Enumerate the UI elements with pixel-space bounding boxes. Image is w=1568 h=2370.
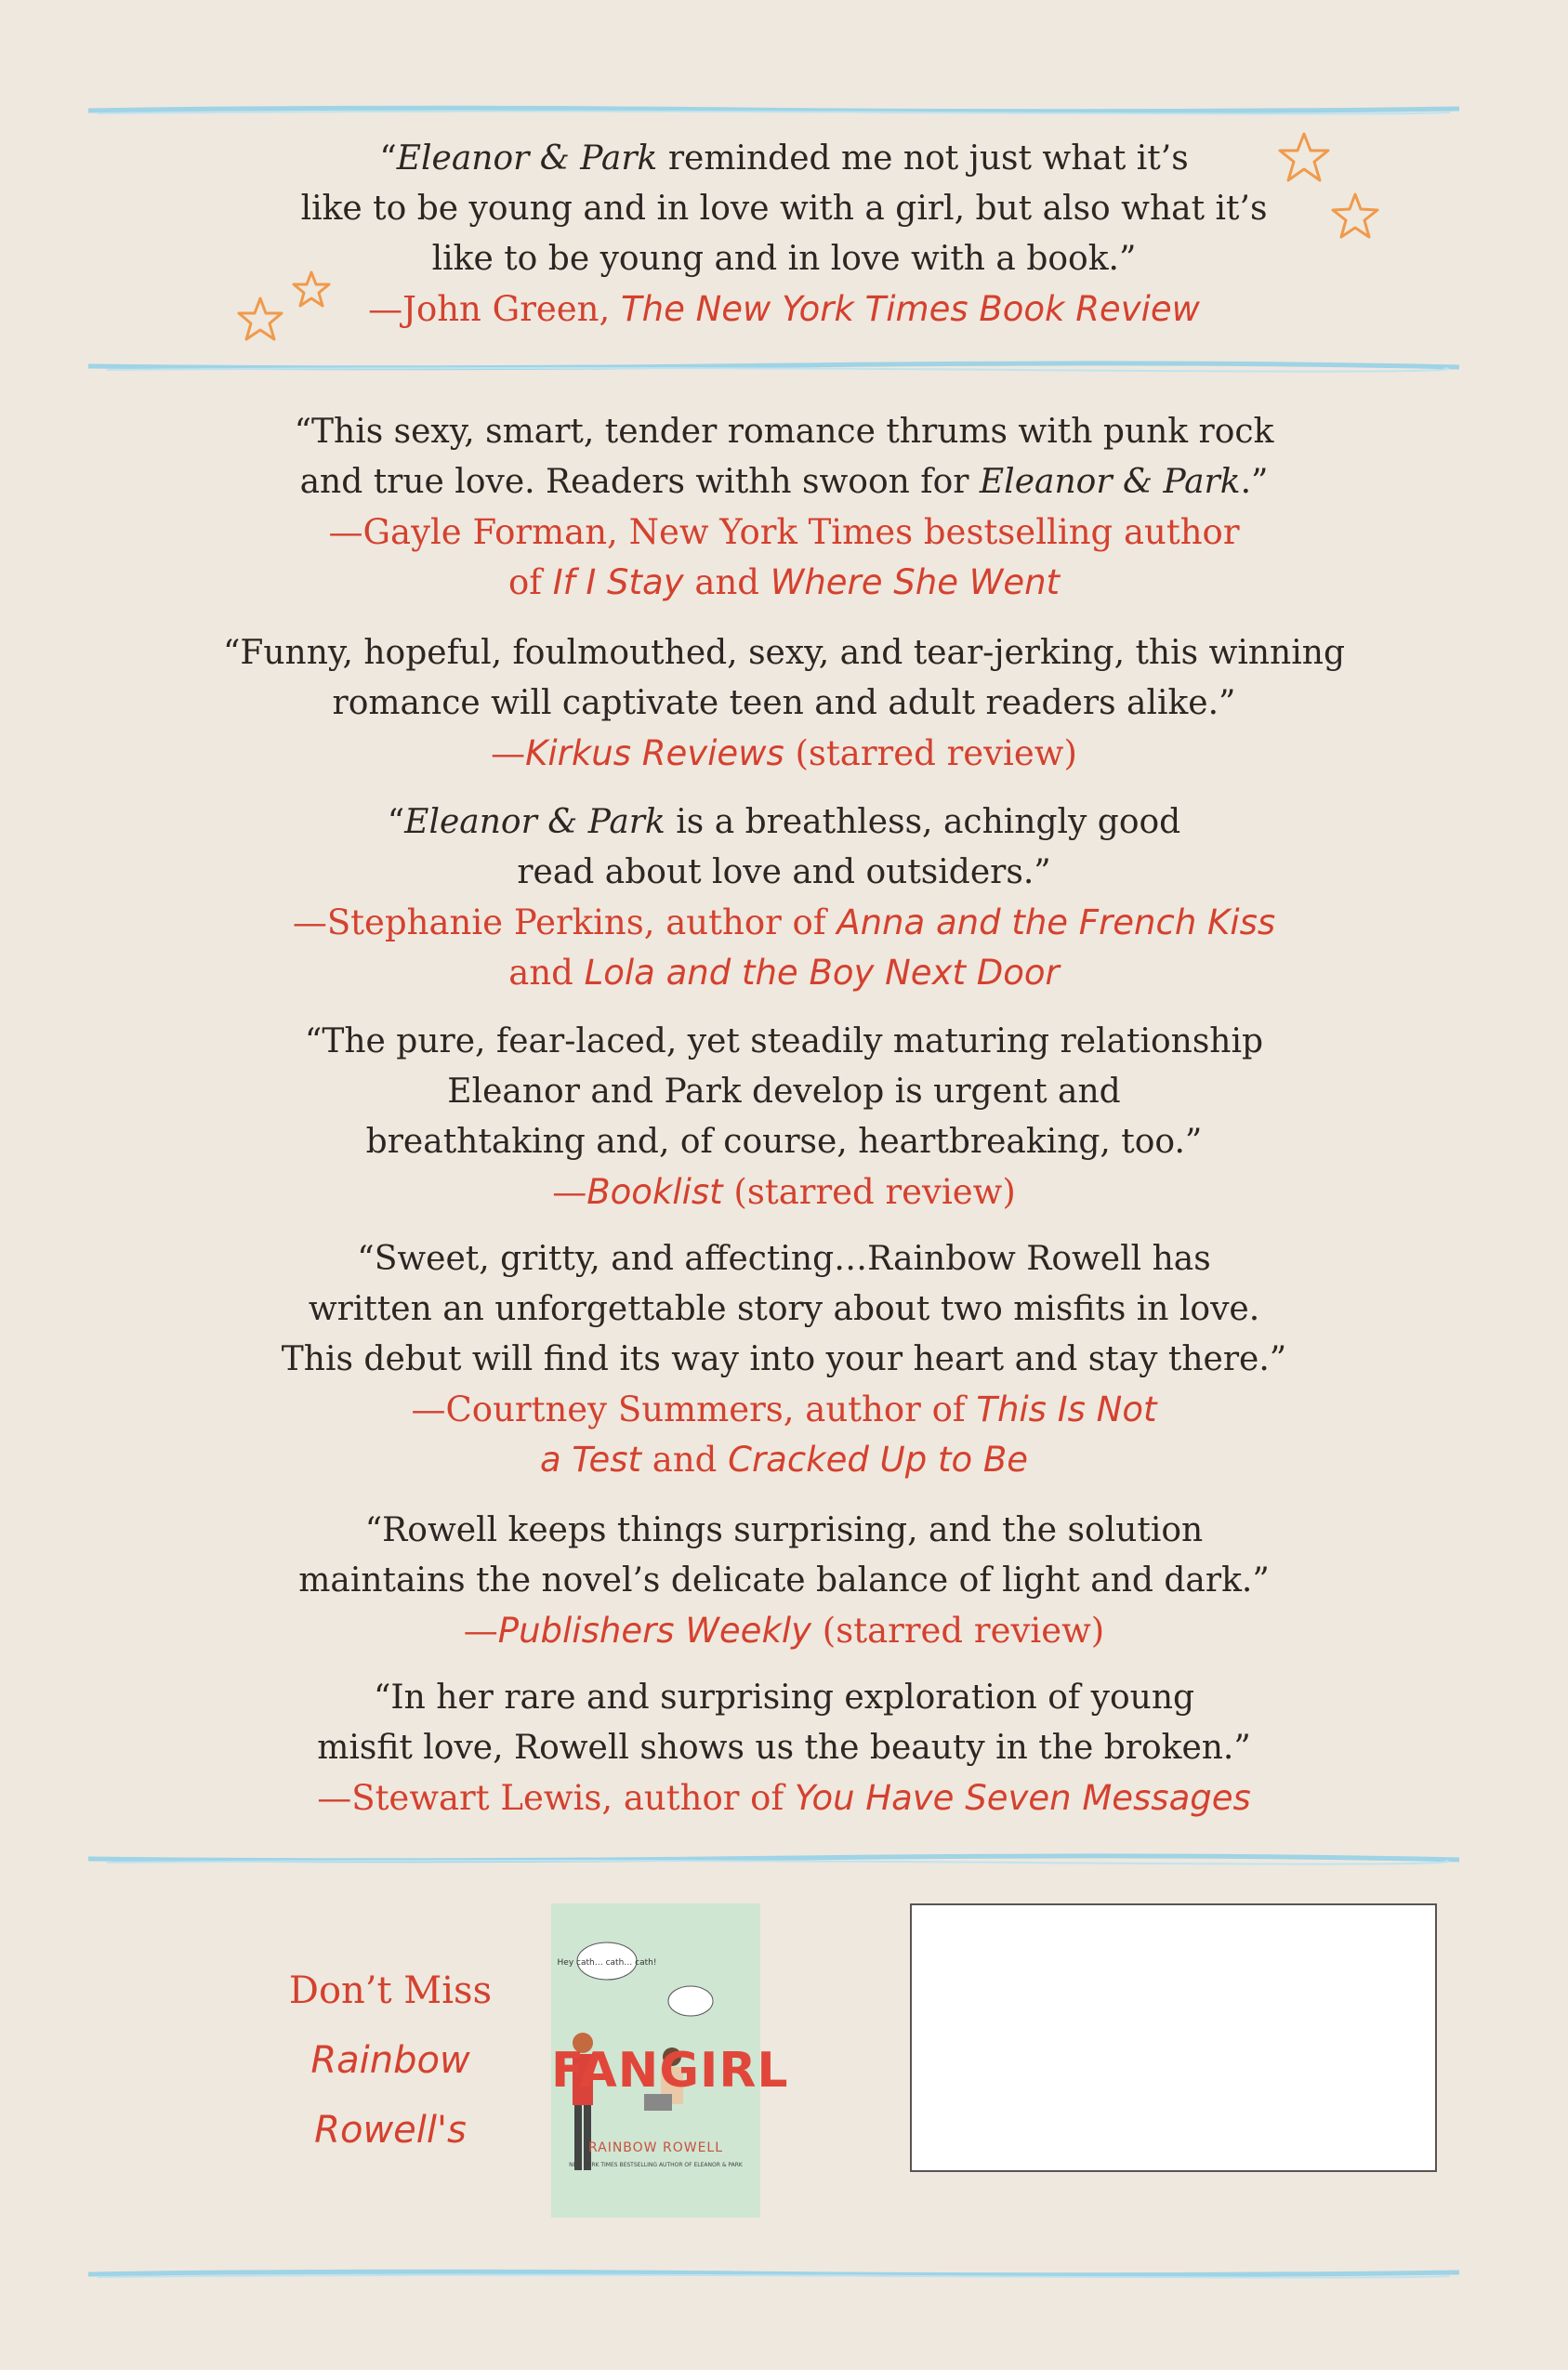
- quote-text: breathtaking and, of course, heartbreaking, too.”: [365, 1123, 1203, 1161]
- quote-attribution: —Booklist (starred review): [552, 1172, 1016, 1212]
- quote-text: read about love and outsiders.”: [517, 853, 1051, 891]
- blue-rule-top: [88, 104, 1459, 117]
- review-quote-3: [186, 797, 1382, 998]
- review-quote-5: [186, 1234, 1382, 1485]
- quote-attribution: —Gayle Forman, New York Times bestselling author: [328, 512, 1240, 552]
- quote-text: like to be young and in love with a book.”: [431, 240, 1137, 278]
- promo-line: Rowell's: [314, 2109, 467, 2152]
- quote-text: “Eleanor & Park is a breathless, achingly good: [387, 803, 1181, 841]
- featured-quote: [186, 134, 1382, 335]
- quote-text: “Eleanor & Park reminded me not just what it’s: [379, 139, 1189, 178]
- quote-text: “In her rare and surprising exploration of young: [373, 1679, 1195, 1717]
- quote-text: misfit love, Rowell shows us the beauty in the broken.”: [317, 1729, 1251, 1767]
- quote-text: “The pure, fear-laced, yet steadily maturing relationship: [304, 1022, 1264, 1060]
- quote-attribution: —Publishers Weekly (starred review): [463, 1611, 1105, 1651]
- quote-text: This debut will find its way into your heart and stay there.”: [281, 1340, 1287, 1378]
- fangirl-cover-image: [551, 1903, 789, 2218]
- review-quote-7: [186, 1673, 1382, 1824]
- quote-text: Eleanor and Park develop is urgent and: [447, 1073, 1121, 1111]
- review-quote-6: [186, 1506, 1382, 1656]
- cover-author: RAINBOW ROWELL: [587, 2140, 724, 2155]
- review-quote-1: [186, 407, 1382, 608]
- promo-text: [274, 1956, 507, 2166]
- quote-text: “Rowell keeps things surprising, and the solution: [364, 1511, 1204, 1549]
- quote-attribution: —Courtney Summers, author of This Is Not: [411, 1389, 1157, 1429]
- quote-attribution: —Kirkus Reviews (starred review): [491, 733, 1077, 773]
- quote-text: and true love. Readers withh swoon for Eleanor & Park.”: [299, 463, 1269, 501]
- review-quote-2: [186, 628, 1382, 779]
- blue-rule-2: [88, 361, 1459, 374]
- quote-text: “This sexy, smart, tender romance thrums with punk rock: [294, 413, 1274, 451]
- speech-bubble-text: Hey cath… cath… cath!: [557, 1958, 657, 1968]
- quote-attribution: —Stewart Lewis, author of You Have Seven Messages: [317, 1778, 1251, 1818]
- quote-text: maintains the novel’s delicate balance of light and dark.”: [298, 1561, 1270, 1600]
- quote-attribution: —Stephanie Perkins, author of Anna and the French Kiss: [292, 902, 1276, 942]
- quote-text: written an unforgettable story about two misfits in love.: [308, 1290, 1260, 1328]
- quote-text: “Funny, hopeful, foulmouthed, sexy, and tear-jerking, this winning: [222, 634, 1345, 672]
- quote-text: like to be young and in love with a girl, but also what it’s: [300, 190, 1268, 228]
- quote-attribution: of If I Stay and Where She Went: [507, 562, 1061, 602]
- blue-rule-3: [88, 1853, 1459, 1866]
- barcode-box: [910, 1903, 1437, 2172]
- blue-rule-bottom: [88, 2268, 1459, 2281]
- quote-attribution: and Lola and the Boy Next Door: [508, 953, 1060, 993]
- quote-text: romance will captivate teen and adult readers alike.”: [332, 684, 1236, 722]
- quote-attribution: —John Green, The New York Times Book Review: [368, 289, 1200, 329]
- quote-text: “Sweet, gritty, and affecting…Rainbow Rowell has: [357, 1240, 1211, 1278]
- quote-attribution: a Test and Cracked Up to Be: [539, 1440, 1028, 1480]
- promo-line: Don’t Miss: [288, 1969, 493, 2012]
- review-quote-4: [186, 1017, 1382, 1218]
- promo-line: Rainbow: [310, 2039, 470, 2082]
- cover-title: FANGIRL: [551, 2043, 789, 2099]
- cover-tagline: NEW YORK TIMES BESTSELLING AUTHOR OF ELEANOR & PARK: [569, 2162, 743, 2168]
